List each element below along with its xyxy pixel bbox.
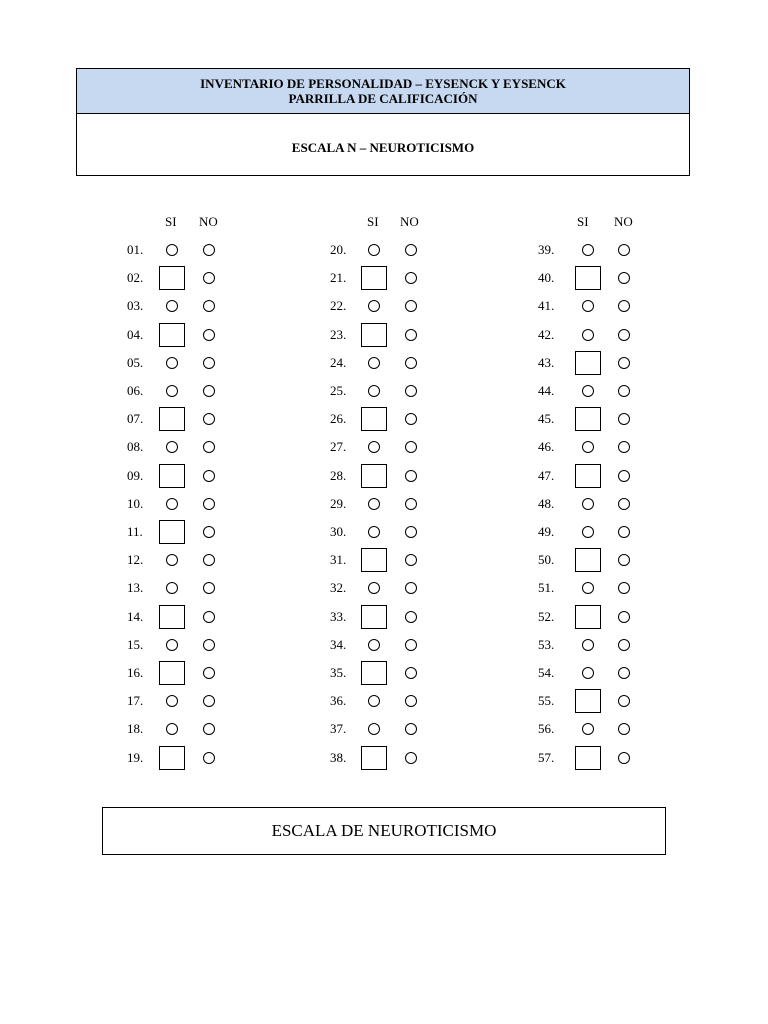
si-answer-box[interactable] <box>575 266 601 290</box>
si-answer-circle[interactable] <box>582 526 594 538</box>
si-answer-box[interactable] <box>575 689 601 713</box>
no-column-header: NO <box>614 214 633 229</box>
si-column-header: SI <box>165 214 177 229</box>
si-answer-box[interactable] <box>575 548 601 572</box>
item-number: 07. <box>127 411 144 427</box>
si-answer-circle[interactable] <box>582 582 594 594</box>
si-answer-box[interactable] <box>361 266 387 290</box>
no-answer-circle[interactable] <box>618 272 630 284</box>
item-number: 08. <box>127 439 144 455</box>
item-number: 09. <box>127 467 144 483</box>
item-number: 38. <box>330 749 347 765</box>
item-number: 41. <box>538 298 555 314</box>
si-column-header: SI <box>367 214 379 229</box>
item-number: 01. <box>127 242 144 257</box>
no-answer-circle[interactable] <box>203 723 215 735</box>
si-answer-box[interactable] <box>361 661 387 685</box>
si-answer-box[interactable] <box>159 605 185 629</box>
no-answer-circle[interactable] <box>203 272 215 284</box>
si-answer-box[interactable] <box>361 746 387 770</box>
no-answer-circle[interactable] <box>618 723 630 735</box>
no-answer-circle[interactable] <box>618 300 630 312</box>
item-number: 25. <box>330 383 347 398</box>
item-number: 42. <box>538 326 555 342</box>
no-answer-circle[interactable] <box>618 413 630 425</box>
no-answer-circle[interactable] <box>405 639 417 651</box>
form-title: INVENTARIO DE PERSONALIDAD – EYSENCK Y EYSENCK <box>200 76 566 91</box>
no-answer-circle[interactable] <box>405 329 417 341</box>
si-answer-circle[interactable] <box>582 329 594 341</box>
si-answer-box[interactable] <box>575 464 601 488</box>
item-number: 02. <box>127 270 144 286</box>
si-answer-box[interactable] <box>361 407 387 431</box>
item-number: 40. <box>538 270 555 286</box>
item-number: 20. <box>330 242 347 257</box>
no-answer-circle[interactable] <box>203 695 215 707</box>
no-answer-circle[interactable] <box>203 498 215 510</box>
no-answer-circle[interactable] <box>203 244 215 256</box>
si-answer-circle[interactable] <box>368 385 380 397</box>
item-number: 56. <box>538 721 555 737</box>
no-answer-circle[interactable] <box>405 385 417 397</box>
item-number: 47. <box>538 467 555 483</box>
header-title-band <box>77 69 689 114</box>
si-answer-box[interactable] <box>159 746 185 770</box>
si-answer-circle[interactable] <box>166 357 178 369</box>
si-answer-circle[interactable] <box>368 300 380 312</box>
item-number: 26. <box>330 411 347 427</box>
item-number: 57. <box>538 749 555 765</box>
item-number: 14. <box>127 608 144 624</box>
si-answer-box[interactable] <box>361 548 387 572</box>
no-answer-circle[interactable] <box>203 582 215 594</box>
si-column-header: SI <box>577 214 589 229</box>
si-answer-circle[interactable] <box>166 244 178 256</box>
si-answer-circle[interactable] <box>368 441 380 453</box>
no-answer-circle[interactable] <box>618 441 630 453</box>
item-number: 04. <box>127 326 144 342</box>
item-number: 49. <box>538 524 555 539</box>
no-answer-circle[interactable] <box>203 300 215 312</box>
no-answer-circle[interactable] <box>618 470 630 482</box>
item-number: 03. <box>127 298 144 314</box>
item-number: 45. <box>538 411 555 427</box>
footer-box <box>102 807 666 855</box>
item-number: 21. <box>330 270 347 286</box>
no-answer-circle[interactable] <box>405 300 417 312</box>
si-answer-circle[interactable] <box>368 526 380 538</box>
si-answer-circle[interactable] <box>368 498 380 510</box>
item-number: 43. <box>538 354 555 370</box>
no-answer-circle[interactable] <box>618 357 630 369</box>
item-number: 27. <box>330 439 347 455</box>
si-answer-circle[interactable] <box>166 498 178 510</box>
no-answer-circle[interactable] <box>405 470 417 482</box>
si-answer-circle[interactable] <box>166 300 178 312</box>
item-number: 51. <box>538 580 555 596</box>
si-answer-circle[interactable] <box>166 723 178 735</box>
item-number: 46. <box>538 439 555 455</box>
no-column-header: NO <box>400 214 419 229</box>
si-answer-circle[interactable] <box>368 582 380 594</box>
item-number: 54. <box>538 665 555 680</box>
item-number: 29. <box>330 495 347 511</box>
no-answer-circle[interactable] <box>405 357 417 369</box>
item-number: 50. <box>538 552 555 568</box>
no-answer-circle[interactable] <box>618 639 630 651</box>
item-number: 10. <box>127 495 144 511</box>
no-answer-circle[interactable] <box>405 582 417 594</box>
header-box <box>76 68 690 176</box>
si-answer-box[interactable] <box>159 464 185 488</box>
no-answer-circle[interactable] <box>405 695 417 707</box>
si-answer-box[interactable] <box>575 407 601 431</box>
no-answer-circle[interactable] <box>203 611 215 623</box>
si-answer-box[interactable] <box>159 323 185 347</box>
item-number: 06. <box>127 383 144 398</box>
no-answer-circle[interactable] <box>405 752 417 764</box>
si-answer-circle[interactable] <box>166 639 178 651</box>
no-answer-circle[interactable] <box>203 639 215 651</box>
no-answer-circle[interactable] <box>405 413 417 425</box>
no-answer-circle[interactable] <box>618 582 630 594</box>
no-answer-circle[interactable] <box>405 498 417 510</box>
si-answer-box[interactable] <box>159 407 185 431</box>
no-answer-circle[interactable] <box>405 554 417 566</box>
si-answer-box[interactable] <box>159 266 185 290</box>
no-answer-circle[interactable] <box>203 554 215 566</box>
item-number: 13. <box>127 580 144 596</box>
si-answer-circle[interactable] <box>166 554 178 566</box>
no-column-header: NO <box>199 214 218 229</box>
si-answer-circle[interactable] <box>166 695 178 707</box>
item-number: 24. <box>330 354 347 370</box>
si-answer-box[interactable] <box>361 323 387 347</box>
no-answer-circle[interactable] <box>405 272 417 284</box>
si-answer-circle[interactable] <box>582 723 594 735</box>
item-number: 18. <box>127 721 144 737</box>
si-answer-circle[interactable] <box>582 667 594 679</box>
item-number: 22. <box>330 298 347 314</box>
no-answer-circle[interactable] <box>203 526 215 538</box>
scale-title: ESCALA N – NEUROTICISMO <box>291 140 475 155</box>
form-subtitle: PARRILLA DE CALIFICACIÓN <box>288 91 478 106</box>
no-answer-circle[interactable] <box>618 526 630 538</box>
no-answer-circle[interactable] <box>618 611 630 623</box>
si-answer-circle[interactable] <box>582 498 594 510</box>
item-number: 53. <box>538 636 555 652</box>
no-answer-circle[interactable] <box>203 752 215 764</box>
si-answer-circle[interactable] <box>166 582 178 594</box>
no-answer-circle[interactable] <box>203 441 215 453</box>
si-answer-circle[interactable] <box>368 723 380 735</box>
si-answer-circle[interactable] <box>582 244 594 256</box>
no-answer-circle[interactable] <box>618 385 630 397</box>
si-answer-circle[interactable] <box>368 695 380 707</box>
no-answer-circle[interactable] <box>203 470 215 482</box>
no-answer-circle[interactable] <box>203 385 215 397</box>
no-answer-circle[interactable] <box>203 357 215 369</box>
item-number: 35. <box>330 665 347 680</box>
footer-title: ESCALA DE NEUROTICISMO <box>271 821 497 840</box>
item-number: 15. <box>127 636 144 652</box>
item-number: 31. <box>330 552 347 568</box>
si-answer-circle[interactable] <box>368 639 380 651</box>
si-answer-box[interactable] <box>361 605 387 629</box>
si-answer-circle[interactable] <box>166 441 178 453</box>
si-answer-circle[interactable] <box>368 244 380 256</box>
item-number: 23. <box>330 326 347 342</box>
no-answer-circle[interactable] <box>618 752 630 764</box>
no-answer-circle[interactable] <box>405 244 417 256</box>
item-number: 48. <box>538 495 555 511</box>
no-answer-circle[interactable] <box>405 611 417 623</box>
item-number: 32. <box>330 580 347 596</box>
si-answer-box[interactable] <box>361 464 387 488</box>
si-answer-box[interactable] <box>159 520 185 544</box>
item-number: 39. <box>538 242 555 257</box>
item-number: 19. <box>127 749 144 765</box>
si-answer-circle[interactable] <box>582 441 594 453</box>
no-answer-circle[interactable] <box>405 723 417 735</box>
no-answer-circle[interactable] <box>618 329 630 341</box>
item-number: 34. <box>330 636 347 652</box>
no-answer-circle[interactable] <box>618 554 630 566</box>
item-number: 52. <box>538 608 555 624</box>
item-number: 33. <box>330 608 347 624</box>
no-answer-circle[interactable] <box>405 526 417 538</box>
si-answer-box[interactable] <box>159 661 185 685</box>
si-answer-circle[interactable] <box>368 357 380 369</box>
item-number: 44. <box>538 383 555 398</box>
si-answer-box[interactable] <box>575 351 601 375</box>
no-answer-circle[interactable] <box>203 329 215 341</box>
no-answer-circle[interactable] <box>203 413 215 425</box>
si-answer-circle[interactable] <box>582 639 594 651</box>
si-answer-box[interactable] <box>575 746 601 770</box>
item-number: 36. <box>330 693 347 709</box>
item-number: 55. <box>538 693 555 709</box>
no-answer-circle[interactable] <box>618 667 630 679</box>
item-number: 11. <box>127 524 143 539</box>
no-answer-circle[interactable] <box>618 695 630 707</box>
item-number: 30. <box>330 524 347 539</box>
item-number: 12. <box>127 552 144 568</box>
item-number: 16. <box>127 665 144 680</box>
item-number: 28. <box>330 467 347 483</box>
no-answer-circle[interactable] <box>618 498 630 510</box>
no-answer-circle[interactable] <box>405 667 417 679</box>
no-answer-circle[interactable] <box>618 244 630 256</box>
si-answer-circle[interactable] <box>582 385 594 397</box>
item-number: 17. <box>127 693 144 709</box>
item-number: 05. <box>127 354 144 370</box>
no-answer-circle[interactable] <box>405 441 417 453</box>
no-answer-circle[interactable] <box>203 667 215 679</box>
si-answer-circle[interactable] <box>166 385 178 397</box>
item-number: 37. <box>330 721 347 737</box>
si-answer-circle[interactable] <box>582 300 594 312</box>
si-answer-box[interactable] <box>575 605 601 629</box>
